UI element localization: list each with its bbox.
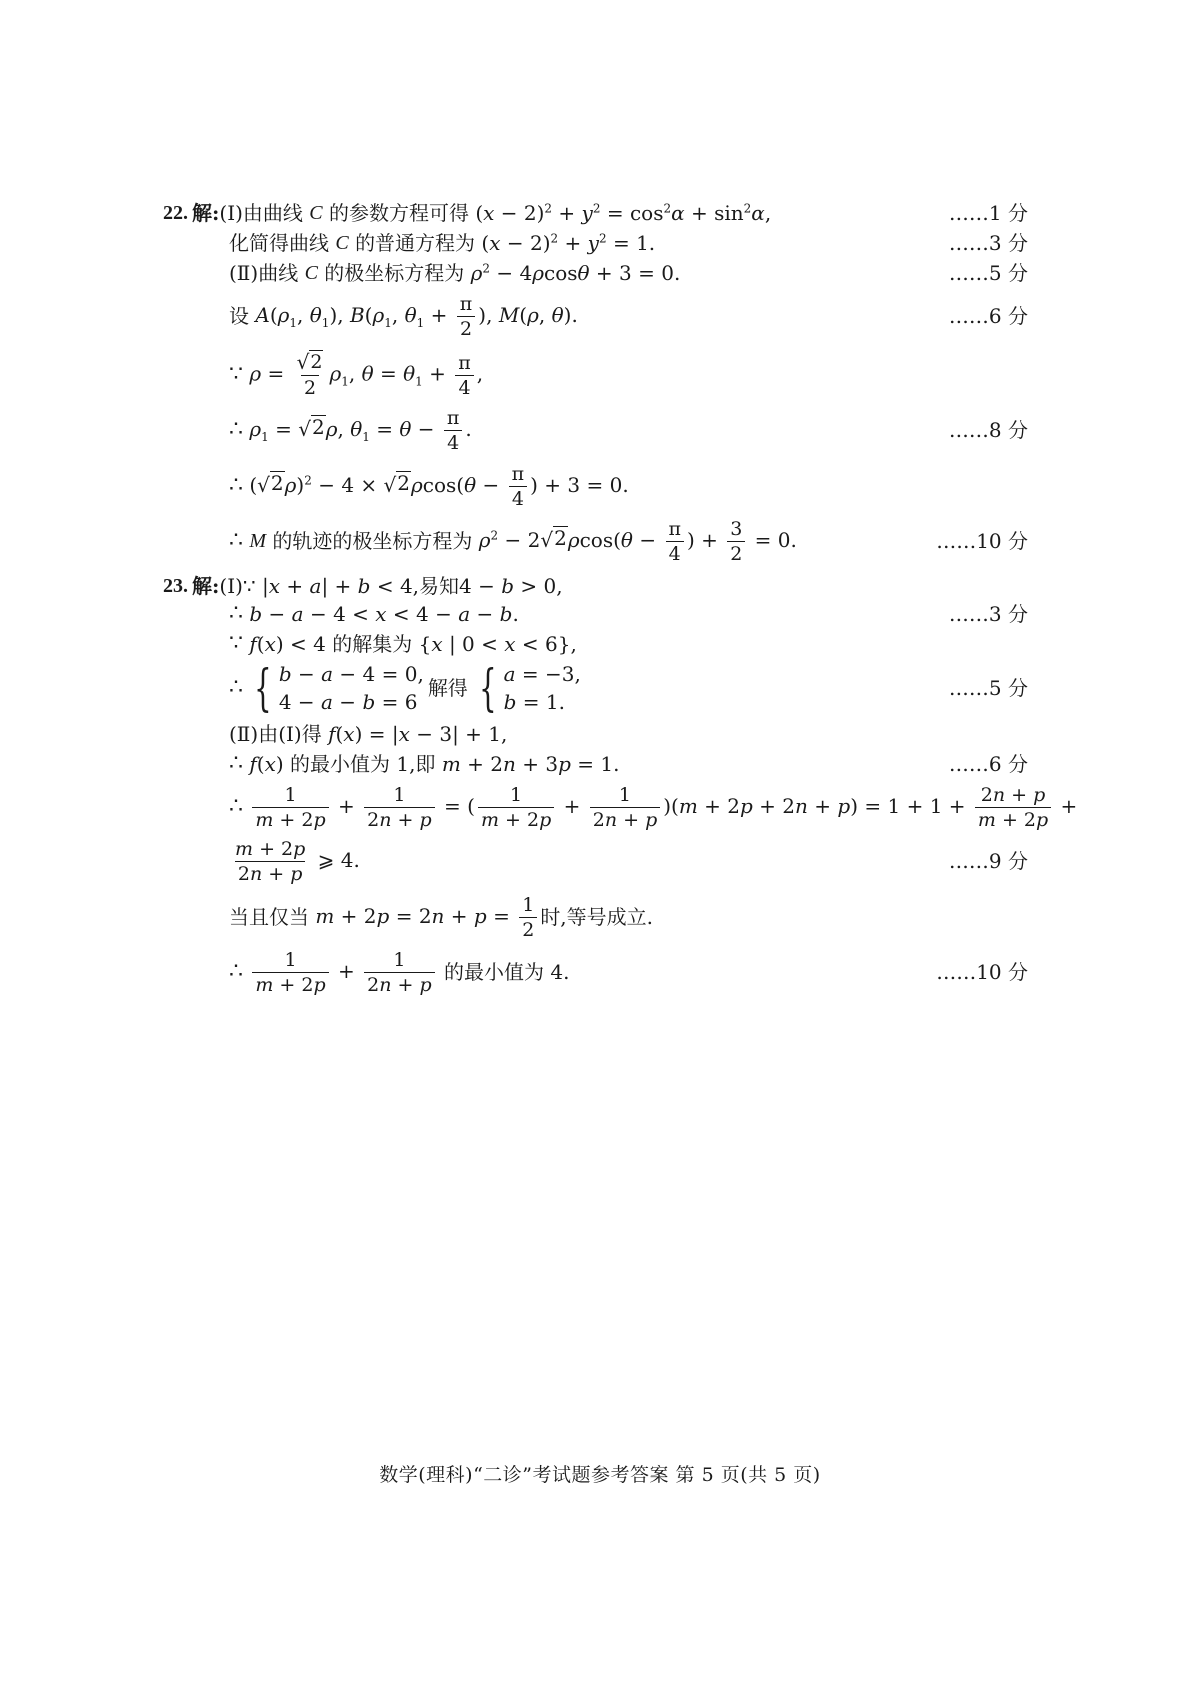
q22-line-5: ∵ ρ = √ 2 2 $\rho_1$, $\theta = \theta_1$ + $\frac{\pi}{4}$ , [229,350,484,399]
formula: m + 2n + 3p = 1. [441,752,620,776]
page-footer: 数学(理科)“二诊”考试题参考答案 第 5 页(共 5 页) [379,1464,821,1486]
q23-line-3: ∵ f(x) < 4 的解集为 {x | 0 < x < 6}, [229,631,577,656]
score-mark: ……6 分 [948,304,1028,328]
formula: |x + a| + b < 4 [255,574,413,598]
score-mark: ……3 分 [948,602,1028,626]
formula: $\frac{1}{m + 2p}$ + $\frac{1}{2n + p}$ [243,948,444,997]
q22-line-7: ∴ ( √ 2 ρ)$^2$ − 4 × √ 2 ρcos(θ − $\frac{\pi}{4}$ ) + 3 = 0. [229,462,629,510]
score-mark: ……10 分 [936,960,1028,984]
q23-line-1: 23. 解: (Ⅰ)∵ |x + a| + b < 4 ,易知 4 − b > 0, [163,574,563,598]
formula: b − a − 4 < x < 4 − a − b. [249,602,519,626]
score-mark: ……8 分 [948,418,1028,442]
formula: $\frac{1}{m + 2p}$ + $\frac{1}{2n + p}$ = ( $\frac{1}{m + 2p}$ + $\frac{1}{2n + p}$ )(m + 2p + 2n + p) = 1 + 1 + $\frac{2n + p}{m + 2p}$ + [243,783,1077,832]
score-mark: ……10 分 [936,529,1028,553]
formula: $\rho_1$ = √ 2 ρ, $\theta_1 = \theta$ − $\frac{\pi}{4}$ . [249,406,472,454]
solution-system: { a = −3, b = 1. [478,659,581,717]
q22-line-4: 设 $A(\rho_1$, $\theta_1$), $B(\rho_1$, $\theta_1$ + $\frac{\pi}{2}$ ), M(ρ, θ). ……6 分 [0,286,1200,346]
formula: $A(\rho_1$, $\theta_1$), $B(\rho_1$, $\theta_1$ + $\frac{\pi}{2}$ ), M(ρ, θ). [255,292,578,340]
q23-line-8 [0,831,1200,891]
q22-line-2: 化简得曲线 C 的普通方程为 $(x - 2)^2 + y^2 = 1$. ……3 分 [0,213,1200,273]
formula: 4 − b > 0, [459,574,563,598]
q22-line-1: 22. 解: (Ⅰ)由曲线 C 的参数方程可得 $(x - 2)^2 + y^2 = \cos^2\alpha + \sin^2\alpha$, ……1 分 [0,183,1200,243]
solution-label: 解: [192,201,220,225]
q23-line-6: ∴ f(x) 的最小值为 1,即 m + 2n + 3p = 1. ……6 分 [0,734,1200,794]
formula: ρ = √ 2 2 $\rho_1$, $\theta = \theta_1$ + $\frac{\pi}{4}$ , [249,350,484,399]
score-mark: ……3 分 [948,231,1028,255]
formula: f(x) < 4 [249,632,333,656]
equation-system: { b − a − 4 = 0, 4 − a − b = 6 [254,659,424,717]
formula: $(x - 2)^2 + y^2 = 1$. [475,231,656,255]
formula: $\rho^2 - 4\rho\cos\theta + 3 = 0$. [470,261,681,285]
q23-line-4: ∴ { b − a − 4 = 0, 4 − a − b = 6 解得 { a = −3, b = 1. ……5 分 [229,659,1028,717]
formula: f(x) [249,752,291,776]
score-mark: ……9 分 [948,849,1028,873]
formula: {x | 0 < x < 6}, [412,632,577,656]
q23-line-7: ∴ $\frac{1}{m + 2p}$ + $\frac{1}{2n + p}$ = ( $\frac{1}{m + 2p}$ + $\frac{1}{2n + p}$ )(m + 2p + 2n + p) = 1 + 1 + $\frac{2n + p}{m + 2p}$ + [229,783,1078,831]
formula: f(x) = |x − 3| + 1, [328,722,508,746]
q23-line-5: (Ⅱ)由(Ⅰ)得 f(x) = |x − 3| + 1, [229,722,508,746]
formula: m + 2p = 2n + p = $\frac{1}{2}$ [309,893,540,942]
score-mark: ……1 分 [948,201,1028,225]
formula: $\frac{m + 2p}{2n + p}$ ⩾ 4. [235,837,360,885]
score-mark: ……5 分 [948,676,1028,700]
score-mark: ……5 分 [948,261,1028,285]
formula: ( √ 2 ρ)$^2$ − 4 × √ 2 ρcos(θ − $\frac{\pi}{4}$ ) + 3 = 0. [243,462,629,510]
q22-line-8: ∴ M 的轨迹的极坐标方程为 $\rho^2 - 2$ √ 2 ρcos(θ − $\frac{\pi}{4}$ ) + $\frac{3}{2}$ = 0. ……10 分 [0,511,1200,571]
q22-line-3: (Ⅱ)曲线 C 的极坐标方程为 $\rho^2 - 4\rho\cos\theta + 3 = 0$. ……5 分 [0,243,1200,303]
q23-line-9: 当且仅当 m + 2p = 2n + p = $\frac{1}{2}$ 时,等号成立. [229,893,654,941]
solution-label: 解: [192,574,220,598]
formula: $\rho^2 - 2$ √ 2 ρcos(θ − $\frac{\pi}{4}$ ) + $\frac{3}{2}$ = 0. [478,517,797,565]
question-number: 23. [163,575,188,597]
q22-line-6: ∴ $\rho_1$ = √ 2 ρ, $\theta_1 = \theta$ − $\frac{\pi}{4}$ . ……8 分 [0,400,1200,460]
question-number: 22. [163,202,188,224]
q23-line-2: ∴ b − a − 4 < x < 4 − a − b. ……3 分 [0,584,1200,644]
score-mark: ……6 分 [948,752,1028,776]
q23-line-10: ∴ $\frac{1}{m + 2p}$ + $\frac{1}{2n + p}$ 的最小值为 4. ……10 分 [0,942,1200,1002]
formula: $(x - 2)^2 + y^2 = \cos^2\alpha + \sin^2\alpha$, [468,201,772,225]
